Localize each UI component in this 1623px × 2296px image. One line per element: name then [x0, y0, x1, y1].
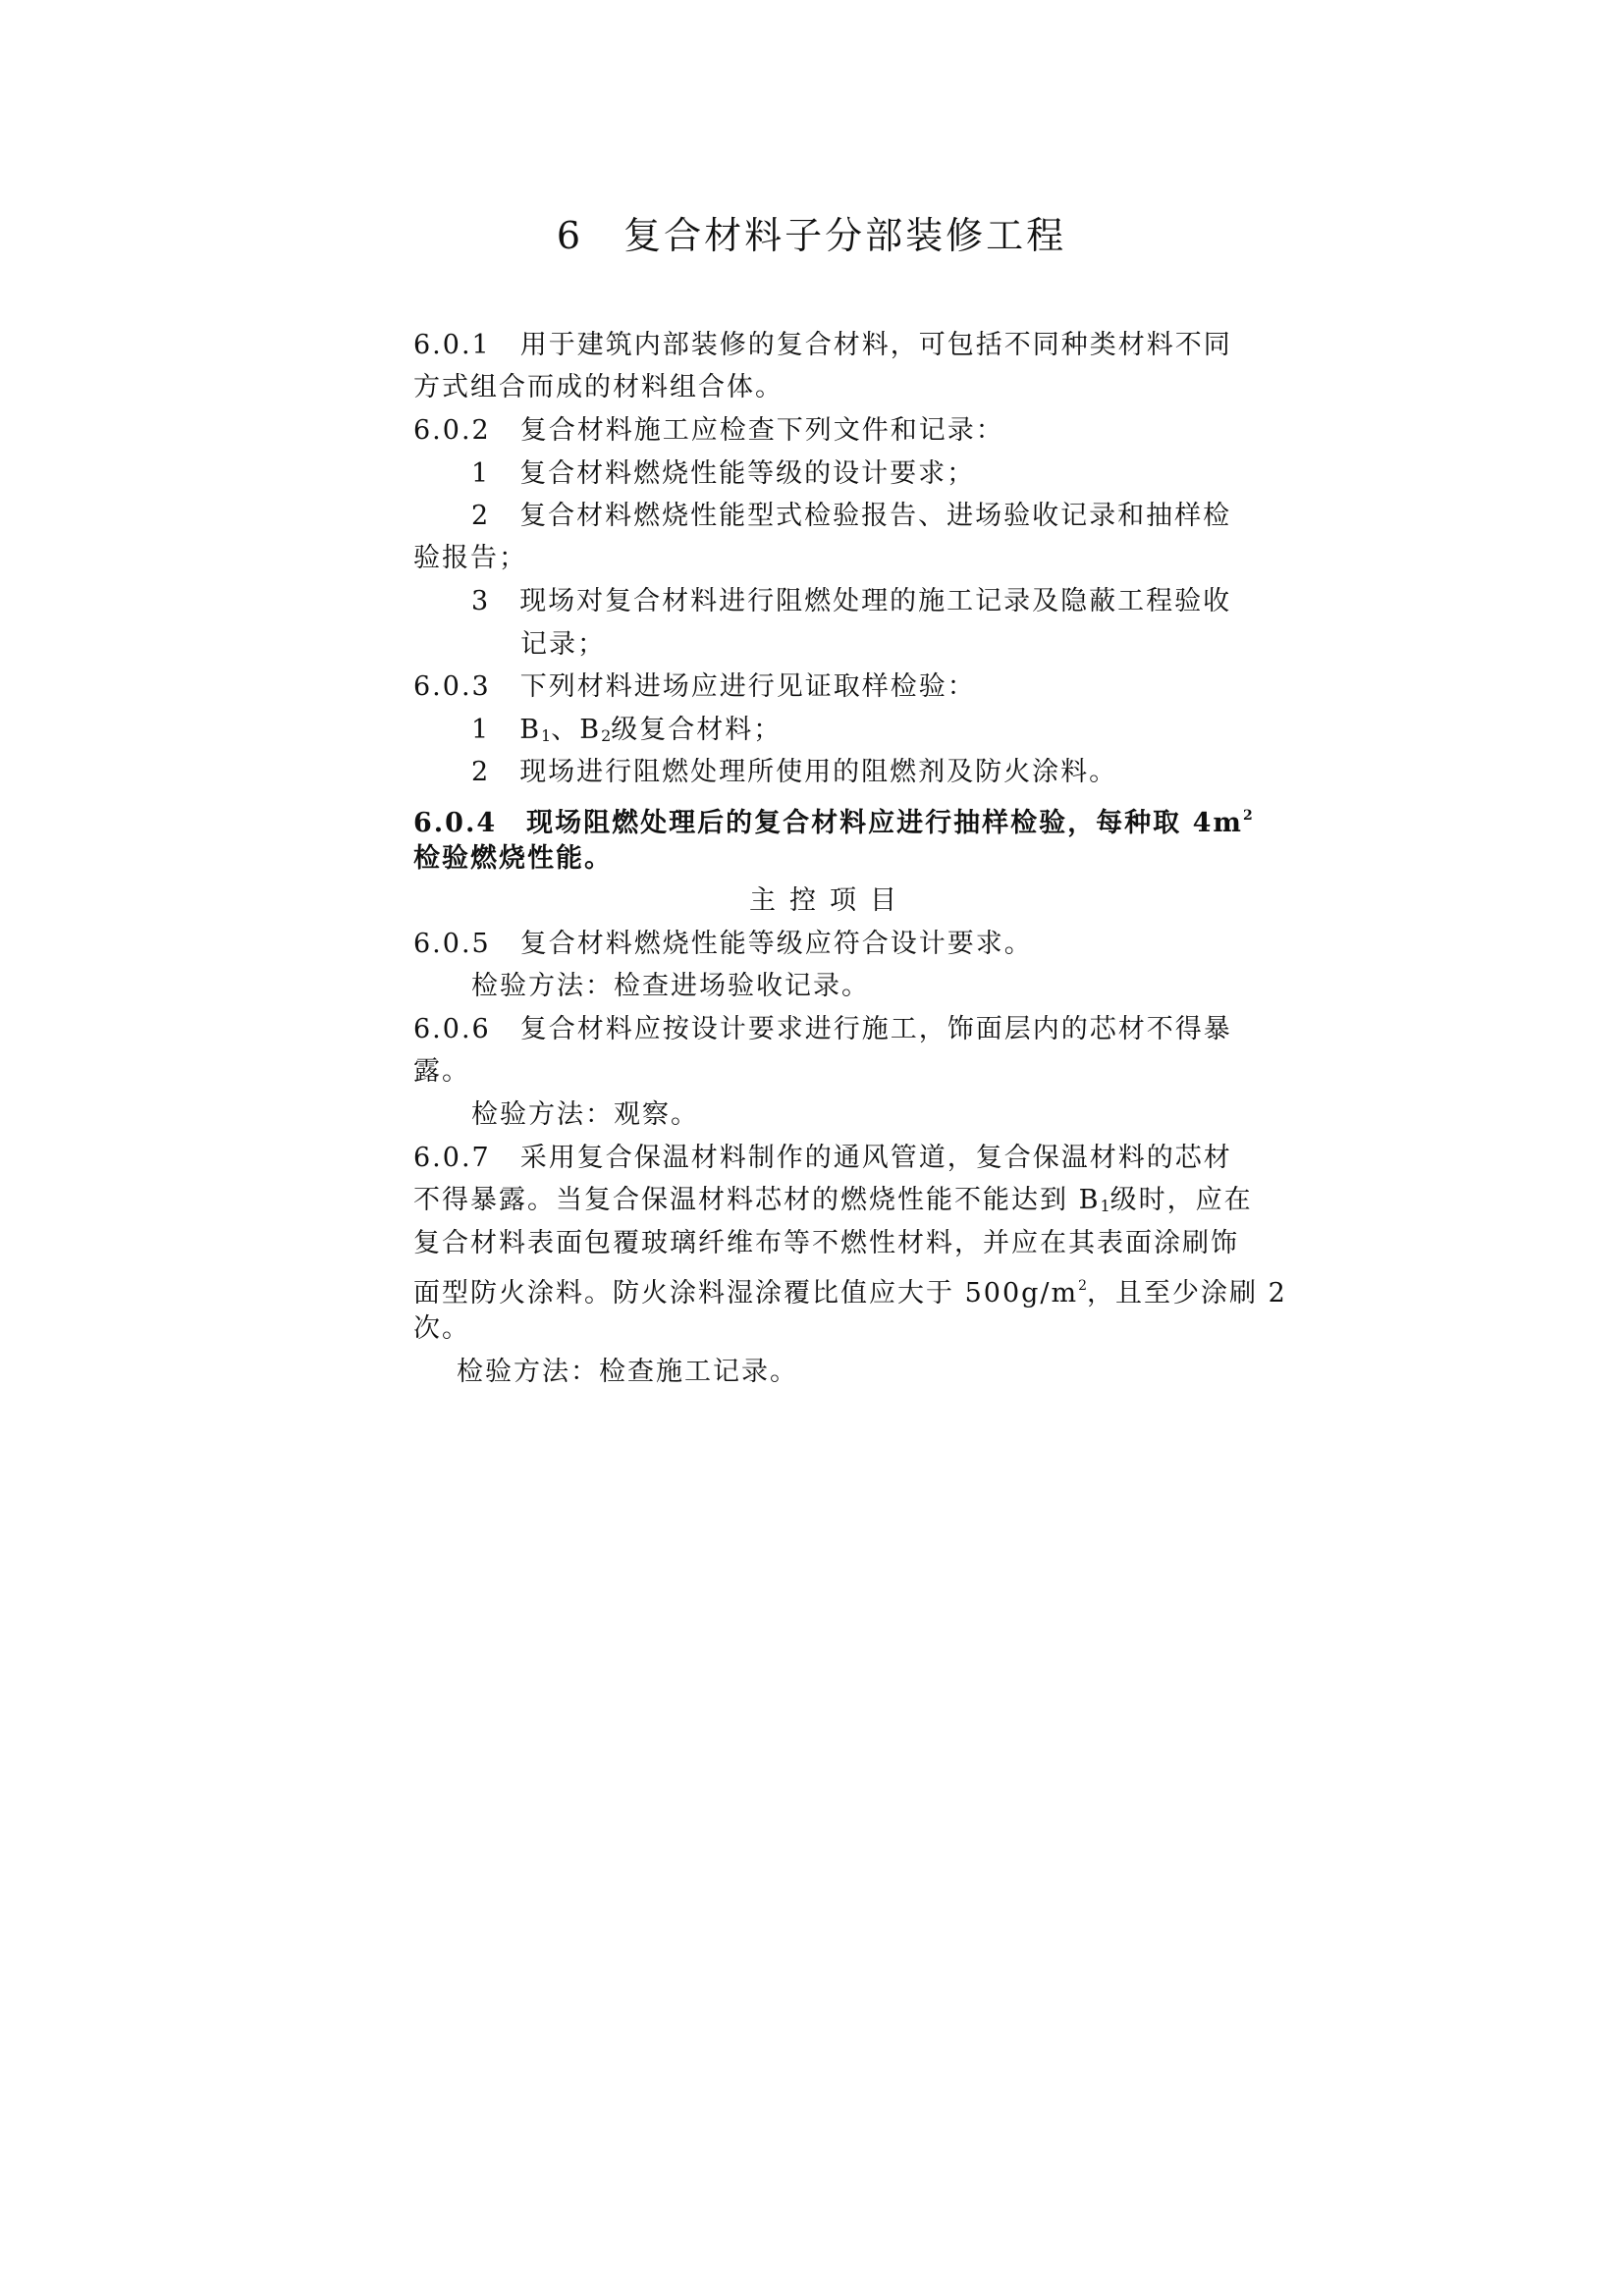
- item-text: 级复合材料；: [611, 715, 783, 745]
- clause-text: 复合材料应按设计要求进行施工，饰面层内的芯材不得暴: [519, 1014, 1232, 1044]
- clause-6-0-6-line-2: 露。: [413, 1056, 470, 1087]
- superscript: 2: [1078, 1278, 1088, 1294]
- subscript: 1: [1100, 1197, 1110, 1215]
- clause-6-0-7-line-3: 复合材料表面包覆玻璃纤维布等不燃性材料，并应在其表面涂刷饰: [413, 1228, 1239, 1258]
- clause-text: 现场阻燃处理后的复合材料应进行抽样检验，每种取 4m: [526, 808, 1243, 838]
- clause-6-0-4-line-1: [413, 796, 1253, 843]
- clause-6-0-7-method: 检验方法：检查施工记录。: [457, 1357, 798, 1387]
- clause-text: 下列材料进场应进行见证取样检验：: [519, 671, 976, 702]
- clause-6-0-5-line-1: [413, 925, 1033, 964]
- clause-6-0-2-item-3-cont: 记录；: [520, 629, 606, 660]
- clause-6-0-1-line-2: 方式组合而成的材料组合体。: [413, 372, 784, 402]
- clause-number: 6.0.2: [413, 415, 491, 446]
- clause-text: 采用复合保温材料制作的通风管道，复合保温材料的芯材: [519, 1143, 1232, 1173]
- clause-6-0-4-line-2: 检验燃烧性能。: [413, 843, 613, 874]
- chapter-title: 6 复合材料子分部装修工程: [556, 214, 1067, 257]
- clause-text: 复合材料施工应检查下列文件和记录：: [519, 415, 1004, 446]
- clause-6-0-2-item-2-cont: 验报告；: [413, 543, 527, 573]
- clause-text: 不得暴露。当复合保温材料芯材的燃烧性能不能达到 B: [413, 1185, 1101, 1215]
- clause-6-0-3-item-1: [471, 711, 782, 756]
- clause-text: ，且至少涂刷 2: [1087, 1278, 1287, 1308]
- clause-6-0-2-item-1: [471, 454, 975, 494]
- clause-6-0-6-method: 检验方法：观察。: [471, 1099, 699, 1130]
- item-number: 2: [471, 501, 491, 531]
- item-number: 3: [471, 586, 491, 616]
- clause-text: 级时，应在: [1109, 1185, 1253, 1215]
- clause-number: 6.0.3: [413, 671, 491, 702]
- clause-number: 6.0.4: [413, 808, 498, 838]
- clause-6-0-7-line-4: [413, 1266, 1287, 1313]
- clause-6-0-3-item-2: [471, 753, 1117, 792]
- item-text: 现场对复合材料进行阻燃处理的施工记录及隐蔽工程验收: [519, 586, 1232, 616]
- clause-6-0-2-item-3: [471, 582, 1231, 621]
- clause-6-0-2-item-2: [471, 497, 1231, 536]
- subscript: 2: [601, 726, 612, 745]
- clause-text: 面型防火涂料。防火涂料湿涂覆比值应大于 500g/m: [413, 1278, 1079, 1308]
- clause-number: 6.0.6: [413, 1014, 491, 1044]
- item-text: 现场进行阻燃处理所使用的阻燃剂及防火涂料。: [519, 757, 1118, 787]
- item-text: 复合材料燃烧性能型式检验报告、进场验收记录和抽样检: [519, 501, 1232, 531]
- item-text: B: [519, 715, 542, 745]
- superscript: 2: [1242, 808, 1253, 824]
- item-text: 、B: [551, 715, 602, 745]
- item-text: 复合材料燃烧性能等级的设计要求；: [519, 458, 976, 489]
- clause-6-0-2-line-1: [413, 411, 1004, 451]
- clause-6-0-5-method: 检验方法：检查进场验收记录。: [471, 971, 870, 1001]
- item-number: 1: [471, 458, 491, 489]
- clause-6-0-7-line-1: [413, 1139, 1232, 1178]
- item-number: 1: [471, 715, 491, 745]
- clause-6-0-7-line-5: 次。: [413, 1313, 470, 1344]
- clause-number: 6.0.1: [413, 330, 491, 360]
- clause-text: 复合材料燃烧性能等级应符合设计要求。: [519, 929, 1033, 959]
- subscript: 1: [541, 726, 552, 745]
- clause-6-0-1-line-1: [413, 326, 1232, 365]
- clause-6-0-7-line-2: [413, 1181, 1253, 1226]
- section-heading: 主控项目: [749, 885, 910, 916]
- clause-text: 用于建筑内部装修的复合材料，可包括不同种类材料不同: [519, 330, 1232, 360]
- clause-number: 6.0.5: [413, 929, 491, 959]
- clause-6-0-3-line-1: [413, 667, 976, 707]
- clause-6-0-6-line-1: [413, 1010, 1232, 1049]
- clause-number: 6.0.7: [413, 1143, 491, 1173]
- item-number: 2: [471, 757, 491, 787]
